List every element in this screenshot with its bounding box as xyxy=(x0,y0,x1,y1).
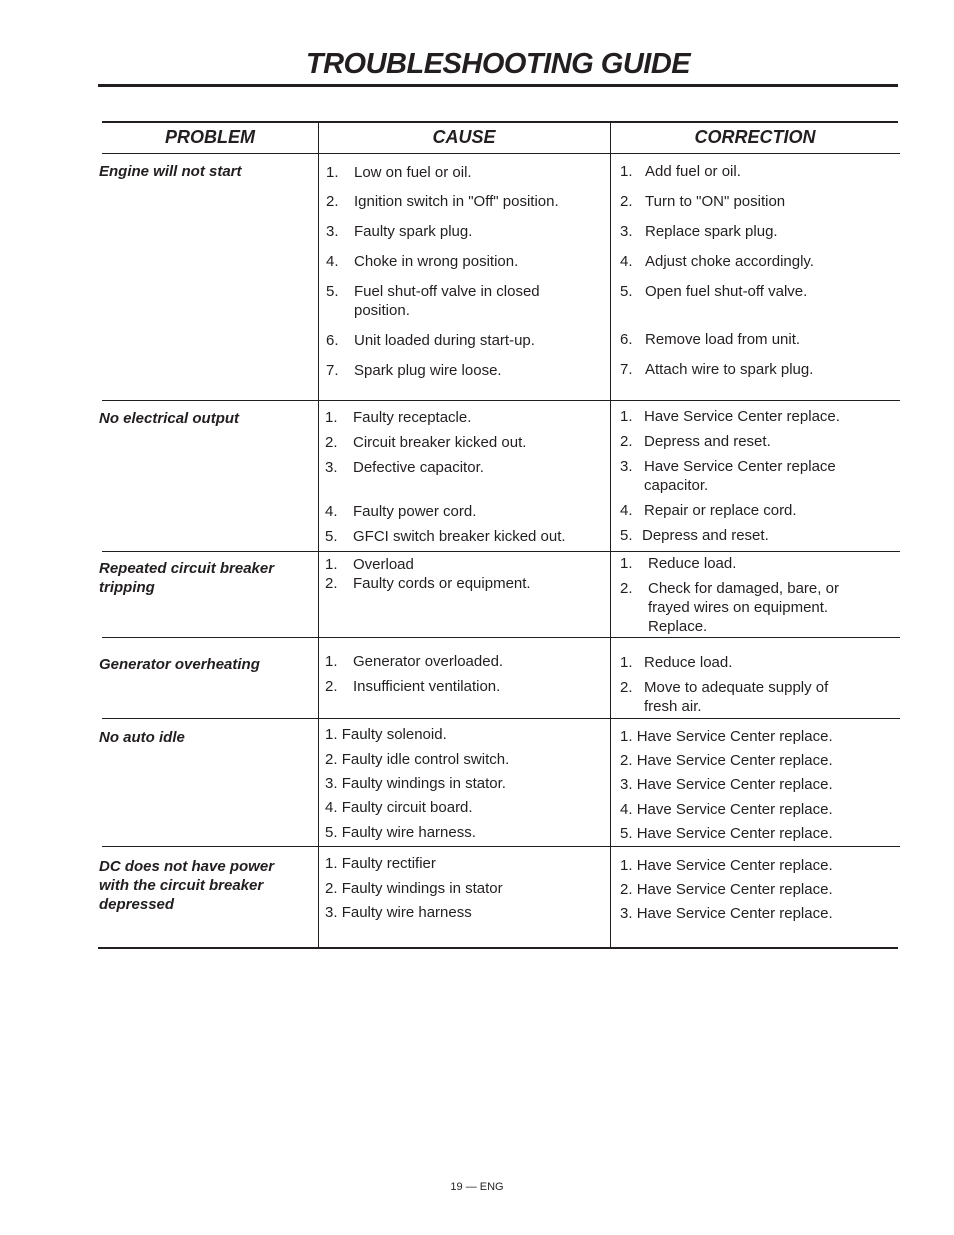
correction-item: 5. Open fuel shut-off valve. xyxy=(620,283,808,300)
correction-item: 2. Turn to "ON" position xyxy=(620,193,786,210)
correction-item: 4. Adjust choke accordingly. xyxy=(620,253,814,270)
correction-item: 4. Repair or replace cord. xyxy=(620,502,797,519)
cause-item: 5. GFCI switch breaker kicked out. xyxy=(325,528,566,545)
table-top-rule xyxy=(102,121,898,123)
correction-item: 1. Reduce load. xyxy=(620,555,737,572)
cause-item: 4. Faulty power cord. xyxy=(325,503,477,520)
correction-item: 6. Remove load from unit. xyxy=(620,331,801,348)
header-cause: CAUSE xyxy=(432,127,496,147)
correction-item: 3. Have Service Center replace capacitor. xyxy=(620,458,836,494)
cause-item: 6. Unit loaded during start-up. xyxy=(326,332,535,349)
column-divider-2 xyxy=(610,123,611,949)
correction-item: 1. Have Service Center replace. xyxy=(620,728,833,745)
problem-no-electrical-output: No electrical output xyxy=(99,410,240,427)
cause-item: 5. Fuel shut-off valve in closed position. xyxy=(326,283,540,319)
row-rule xyxy=(102,718,900,719)
cause-item: 4. Faulty circuit board. xyxy=(325,799,473,816)
problem-generator-overheating: Generator overheating xyxy=(99,656,260,673)
column-divider-1 xyxy=(318,123,319,947)
problem-dc-no-power: DC does not have power with the circuit breaker depressed xyxy=(99,858,275,913)
cause-item: 1. Faulty solenoid. xyxy=(325,726,447,743)
cause-item: 2. Ignition switch in "Off" position. xyxy=(326,193,559,210)
problem-no-auto-idle: No auto idle xyxy=(99,729,185,746)
correction-item: 2. Check for damaged, bare, or frayed wires on equipment. Replace. xyxy=(620,580,839,635)
cause-item: 2. Faulty windings in stator xyxy=(325,880,503,897)
cause-item: 3. Faulty wire harness xyxy=(325,904,472,921)
cause-item: 3. Faulty spark plug. xyxy=(326,223,473,240)
correction-item: 5. Have Service Center replace. xyxy=(620,825,833,842)
title-rule xyxy=(98,84,898,87)
cause-item: 1. Low on fuel or oil. xyxy=(326,164,472,181)
correction-item: 1. Reduce load. xyxy=(620,654,733,671)
page-title: TROUBLESHOOTING GUIDE xyxy=(305,48,691,80)
correction-item: 1. Have Service Center replace. xyxy=(620,408,840,425)
page-footer: 19 — ENG xyxy=(450,1181,504,1193)
cause-item: 1. Faulty rectifier xyxy=(325,855,436,872)
cause-item: 3. Defective capacitor. xyxy=(325,459,484,476)
cause-item: 1. Generator overloaded. xyxy=(325,653,504,670)
row-rule xyxy=(102,551,900,552)
cause-item: 1. Overload xyxy=(325,556,414,573)
row-rule xyxy=(102,846,900,847)
row-rule xyxy=(102,637,900,638)
problem-engine-will-not-start: Engine will not start xyxy=(99,163,242,180)
correction-item: 2. Have Service Center replace. xyxy=(620,752,833,769)
cause-item: 3. Faulty windings in stator. xyxy=(325,775,506,792)
correction-item: 5. Depress and reset. xyxy=(620,527,769,544)
table-bottom-rule xyxy=(98,947,898,949)
cause-item: 2. Circuit breaker kicked out. xyxy=(325,434,527,451)
correction-item: 2. Depress and reset. xyxy=(620,433,771,450)
correction-item: 1. Have Service Center replace. xyxy=(620,857,833,874)
header-correction: CORRECTION xyxy=(694,127,816,147)
cause-item: 1. Faulty receptacle. xyxy=(325,409,472,426)
cause-item: 2. Insufficient ventilation. xyxy=(325,678,501,695)
cause-item: 7. Spark plug wire loose. xyxy=(326,362,502,379)
cause-item: 5. Faulty wire harness. xyxy=(325,824,476,841)
correction-item: 7. Attach wire to spark plug. xyxy=(620,361,814,378)
correction-item: 2. Move to adequate supply of fresh air. xyxy=(620,679,829,715)
row-rule xyxy=(102,400,900,401)
correction-item: 3. Have Service Center replace. xyxy=(620,776,833,793)
cause-item: 4. Choke in wrong position. xyxy=(326,253,519,270)
header-problem: PROBLEM xyxy=(165,127,255,147)
correction-item: 4. Have Service Center replace. xyxy=(620,801,833,818)
problem-repeated-breaker-tripping: Repeated circuit breaker tripping xyxy=(99,560,275,596)
cause-item: 2. Faulty idle control switch. xyxy=(325,751,510,768)
correction-item: 1. Add fuel or oil. xyxy=(620,163,741,180)
cause-item: 2. Faulty cords or equipment. xyxy=(325,575,531,592)
correction-item: 2. Have Service Center replace. xyxy=(620,881,833,898)
correction-item: 3. Have Service Center replace. xyxy=(620,905,833,922)
correction-item: 3. Replace spark plug. xyxy=(620,223,778,240)
header-rule xyxy=(102,153,900,154)
